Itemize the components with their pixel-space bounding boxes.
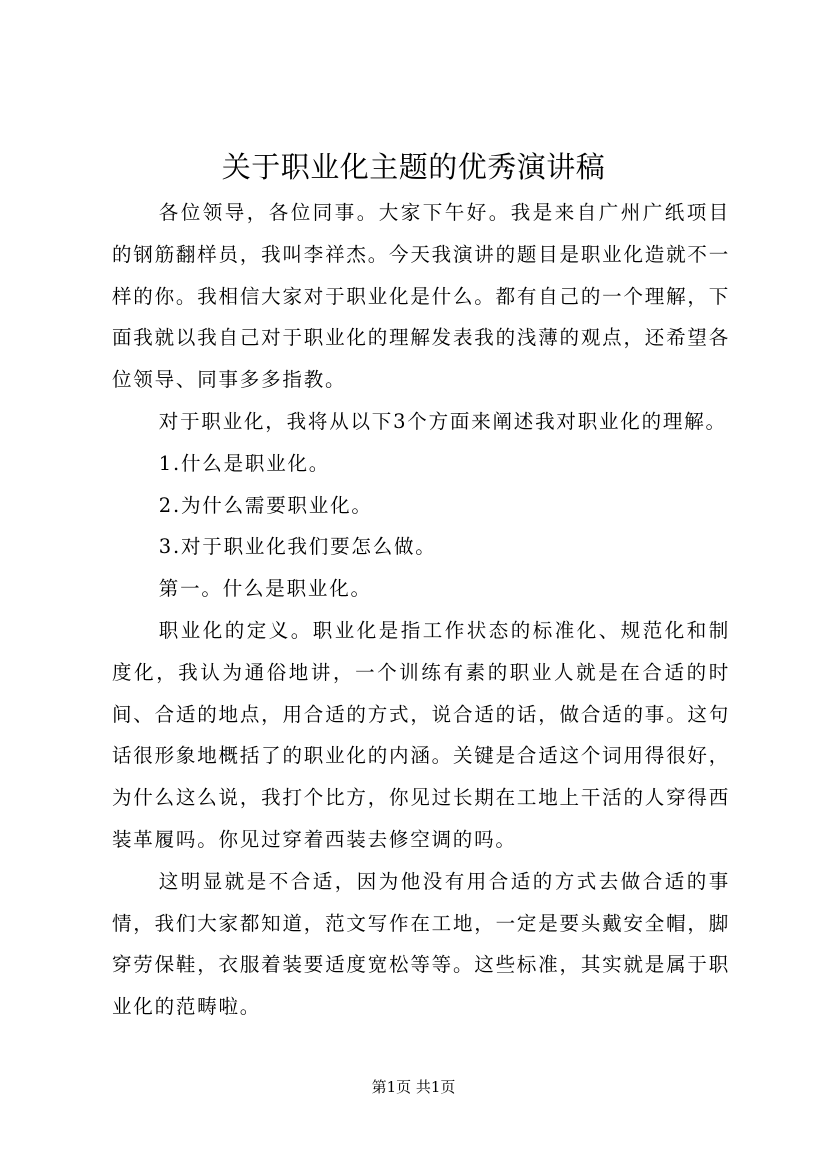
list-item-2: 2.为什么需要职业化。 (158, 493, 373, 517)
paragraph-definition: 职业化的定义。职业化是指工作状态的标准化、规范化和制度化，我认为通俗地讲，一个训练有素的职业人就是在合适的时间、合适的地点，用合适的方式，说合适的话，做合适的事。这句话很形象地概括了的职业化的内涵。关键是合适这个词用得很好，为什么这么说，我打个比方，你见过长期在工地上干活的人穿得西装革履吗。你见过穿着西装去修空调的吗。 (112, 618, 730, 851)
paragraph-intro-points: 对于职业化，我将从以下3个方面来阐述我对职业化的理解。 (158, 409, 727, 433)
paragraph-example: 这明显就是不合适，因为他没有用合适的方式去做合适的事情，我们大家都知道，范文写作在工地，一定是要头戴安全帽，脚穿劳保鞋，衣服着装要适度宽松等等。这些标准，其实就是属于职业化的范畴啦。 (112, 869, 730, 1019)
list-item-1: 1.什么是职业化。 (158, 451, 331, 475)
document-title: 关于职业化主题的优秀演讲稿 (221, 150, 606, 184)
page-footer: 第1页 共1页 (371, 1078, 456, 1096)
section-heading-first: 第一。什么是职业化。 (158, 577, 372, 601)
paragraph-greeting: 各位领导，各位同事。大家下午好。我是来自广州广纸项目的钢筋翻样员，我叫李祥杰。今天我演讲的题目是职业化造就不一样的你。我相信大家对于职业化是什么。都有自己的一个理解，下面我就以我自己对于职业化的理解发表我的浅薄的观点，还希望各位领导、同事多多指教。 (112, 201, 730, 392)
document-body (112, 192, 730, 1028)
list-item-3: 3.对于职业化我们要怎么做。 (158, 535, 437, 559)
